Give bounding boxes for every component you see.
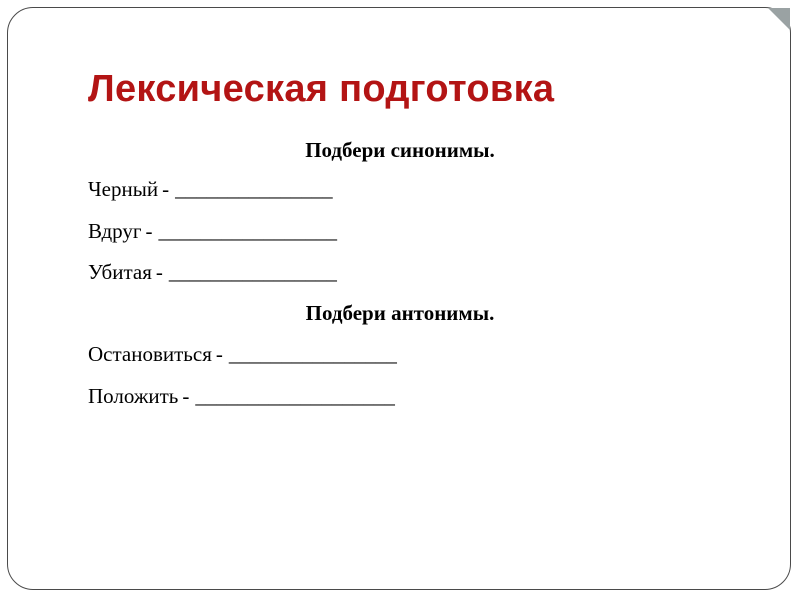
item-separator: - (215, 342, 223, 366)
item-separator: - (155, 260, 163, 284)
item-separator: - (145, 219, 153, 243)
synonyms-heading: Подбери синонимы. (305, 138, 495, 162)
item-word: Черный (88, 177, 159, 201)
antonym-item-polozhit (88, 384, 395, 409)
corner-accent (768, 8, 790, 30)
answer-blank: ________________ (228, 342, 397, 366)
answer-blank: _______________ (175, 177, 333, 201)
answer-blank: ________________ (168, 260, 337, 284)
item-word: Положить (88, 384, 179, 408)
synonym-item-ubitaya (88, 260, 337, 285)
antonym-item-ostanovitsya (88, 342, 397, 367)
item-word: Убитая (88, 260, 152, 284)
answer-blank: _________________ (158, 219, 338, 243)
synonym-item-chernyi (88, 177, 333, 202)
slide-title: Лексическая подготовка (88, 68, 555, 110)
item-word: Вдруг (88, 219, 142, 243)
synonym-item-vdrug (88, 219, 337, 244)
item-word: Остановиться (88, 342, 212, 366)
item-separator: - (162, 177, 170, 201)
antonyms-heading: Подбери антонимы. (305, 301, 495, 325)
item-separator: - (182, 384, 190, 408)
answer-blank: ___________________ (195, 384, 395, 408)
